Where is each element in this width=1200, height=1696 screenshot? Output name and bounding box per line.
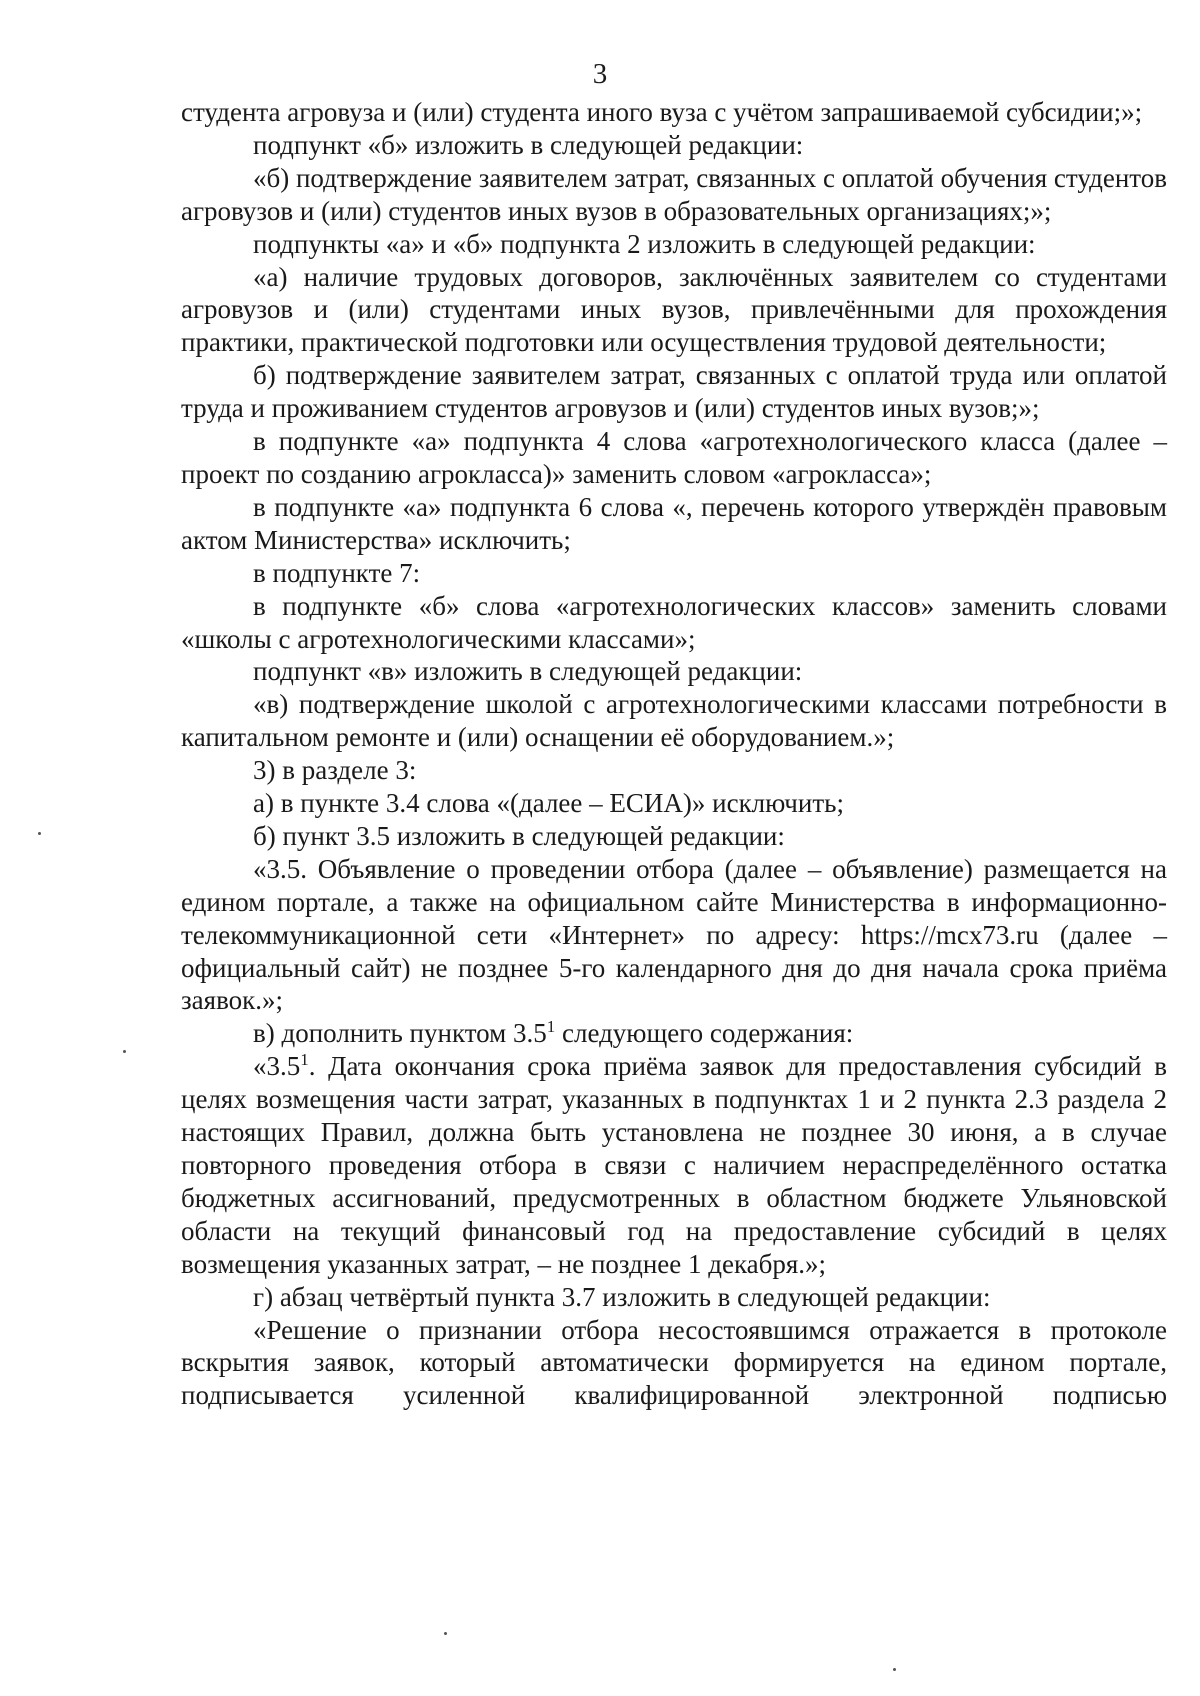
document-body [181, 96, 1167, 1412]
scan-speck [123, 1050, 126, 1053]
paragraph: «в) подтверждение школой с агротехнологическими классами потребности в капитальном ремонте и (или) оснащении её оборудованием.»; [181, 689, 1167, 753]
paragraph [181, 1050, 1167, 1280]
paragraph: б) пункт 3.5 изложить в следующей редакции: [253, 820, 785, 851]
paragraph: «а) наличие трудовых договоров, заключённых заявителем со студентами агровузов и (или) студентами иных вузов, привлечёнными для прохождения практики, практической подготовки или осуществления трудовой деятельности; [181, 261, 1167, 358]
scan-speck [893, 1668, 896, 1671]
paragraph: «3.5. Объявление о проведении отбора (далее – объявление) размещается на едином портале, а также на официальном сайте Министерства в информационно-телекоммуникационной сети «Интернет» по адресу: https://mcx73.ru (далее – официальный сайт) не позднее 5-го календарного дня до дня начала срока приёма заявок.»; [181, 853, 1167, 1016]
superscript: 1 [300, 1050, 309, 1070]
paragraph-text: в) дополнить пунктом 3.5 [253, 1018, 547, 1049]
paragraph: в подпункте «а» подпункта 6 слова «, перечень которого утверждён правовым актом Министерства» исключить; [181, 491, 1167, 555]
superscript: 1 [546, 1017, 556, 1037]
paragraph: в подпункте «б» слова «агротехнологических классов» заменить словами «школы с агротехнологическими классами»; [181, 590, 1167, 654]
paragraph: г) абзац четвёртый пункта 3.7 изложить в следующей редакции: [253, 1281, 991, 1312]
page-number: 3 [592, 58, 608, 90]
paragraph: в подпункте «а» подпункта 4 слова «агротехнологического класса (далее – проект по созданию агрокласса)» заменить словом «агрокласса»; [181, 426, 1167, 489]
scan-speck [38, 832, 41, 835]
scan-speck [444, 1632, 447, 1635]
paragraph [181, 1017, 1167, 1050]
paragraph-text: «3.5 [253, 1051, 301, 1082]
paragraph: студента агровуза и (или) студента иного вуза с учётом запрашиваемой субсидии;»; [181, 97, 1143, 127]
paragraph: а) в пункте 3.4 слова «(далее – ЕСИА)» исключить; [253, 788, 844, 819]
paragraph: подпункт «б» изложить в следующей редакции: [253, 129, 804, 160]
paragraph: подпункты «а» и «б» подпункта 2 изложить в следующей редакции: [253, 228, 1036, 259]
paragraph: б) подтверждение заявителем затрат, связанных с оплатой труда или оплатой труда и проживанием студентов агровузов и (или) студентов иных вузов;»; [181, 360, 1167, 424]
paragraph-text: следующего содержания: [561, 1018, 854, 1049]
paragraph: 3) в разделе 3: [253, 755, 417, 786]
paragraph-text: . Дата окончания срока приёма заявок для предоставления субсидий в целях возмещения части затрат, указанных в подпунктах 1 и 2 пункта 2.3 раздела 2 настоящих Правил, должна быть установлена не позднее 30 июня, а в случае повторного проведения отбора в связи с наличием нераспределённого остатка бюджетных ассигнований, предусмотренных в областном бюджете Ульяновской области на текущий финансовый год на предоставление субсидий в целях возмещения указанных затрат, – не позднее 1 декабря.»; [181, 1051, 1167, 1279]
paragraph: подпункт «в» изложить в следующей редакции: [253, 656, 803, 687]
paragraph: в подпункте 7: [253, 557, 421, 588]
paragraph: «б) подтверждение заявителем затрат, связанных с оплатой обучения студентов агровузов и (или) студентов иных вузов в образовательных организациях;»; [181, 162, 1167, 226]
paragraph: «Решение о признании отбора несостоявшимся отражается в протоколе вскрытия заявок, который автоматически формируется на едином портале, подписывается усиленной квалифицированной электронной подписью [181, 1314, 1167, 1411]
